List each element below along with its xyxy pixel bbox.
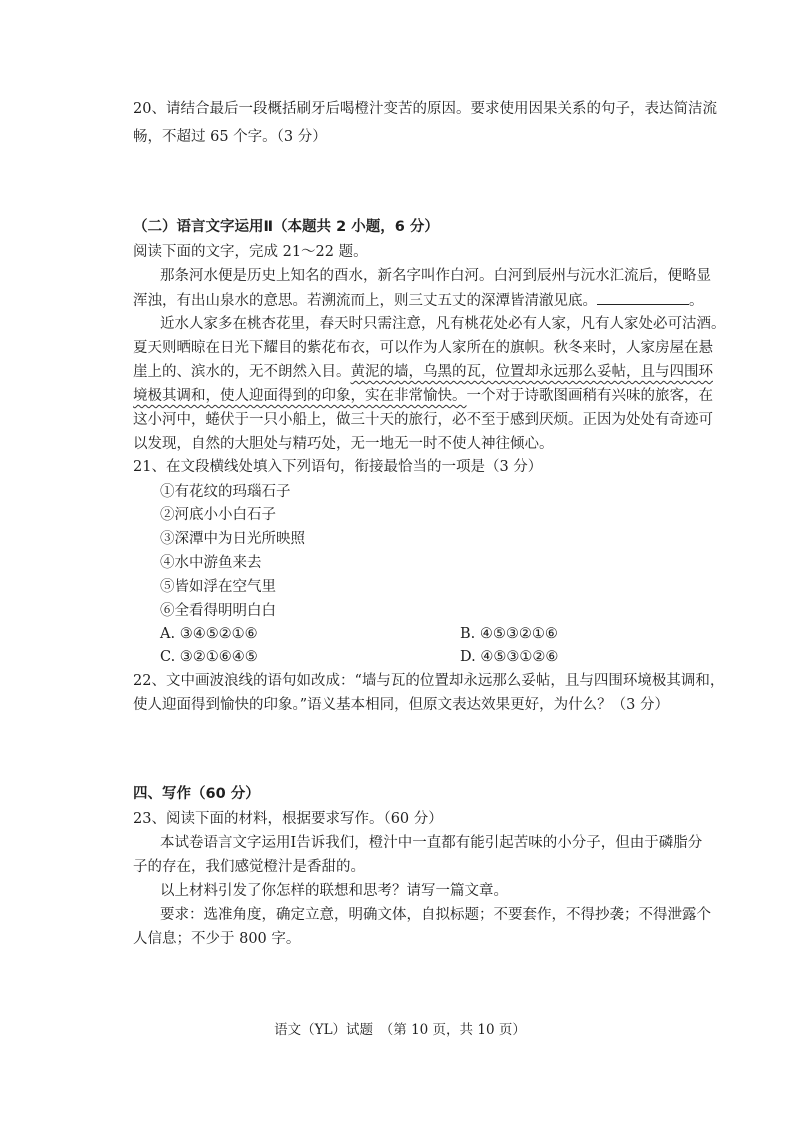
requirements-line-1: 要求：选准角度，确定立意，明确文体，自拟标题；不要套作，不得抄袭；不得泄露个 <box>160 907 711 923</box>
section-4-heading: 四、写作（60 分） <box>133 786 260 802</box>
material-line-1: 本试卷语言文字运用Ⅰ告诉我们，橙汁中一直都有能引起苦味的小分子，但由于磷脂分 <box>160 835 703 851</box>
q22-line-1: 22、文中画波浪线的语句如改成：“墙与瓦的位置却永远那么妥帖，且与四围环境极其调和， <box>133 673 725 689</box>
passage-p2-line-5: 这小河中，蜷伏于一只小船上，做三十天的旅行，必不至于感到厌烦。正因为处处有奇迹可 <box>133 412 713 428</box>
passage-p1-line-1: 那条河水便是历史上知名的酉水，新名字叫作白河。白河到辰州与沅水汇流后，便略显 <box>160 268 711 284</box>
material-line-2: 子的存在，我们感觉橙汁是香甜的。 <box>133 859 365 875</box>
passage-p2-line-3-text: 崖上的、滨水的，无不朗然入目。 <box>133 364 351 380</box>
q22-line-2: 使人迎面得到愉快的印象。”语义基本相同，但原文表达效果更好，为什么？（3 分） <box>133 697 669 713</box>
passage-p1-line-2-text: 浑浊，有出山泉水的意思。若溯流而上，则三丈五丈的深潭皆清澈见底。 <box>133 293 597 309</box>
prompt-line: 以上材料引发了你怎样的联想和思考？请写一篇文章。 <box>160 883 508 899</box>
q21-item-3: ③深潭中为日光所映照 <box>160 531 305 547</box>
passage-p1-line-2 <box>133 290 704 311</box>
q21-item-5: ⑤皆如浮在空气里 <box>160 579 276 595</box>
passage-p2-line-2: 夏天则晒晾在日光下耀目的紫花布衣，可以作为人家所在的旗帜。秋冬来时，人家房屋在悬 <box>133 340 713 356</box>
passage-p2-line-6: 以发现，自然的大胆处与精巧处，无一地无一时不使人神往倾心。 <box>133 436 554 452</box>
passage-p2-line-3 <box>133 362 713 382</box>
requirements-line-2: 人信息；不少于 800 字。 <box>133 931 301 947</box>
q21-option-b: B. ④⑤③②①⑥ <box>460 626 558 642</box>
section-2-heading: （二）语言文字运用Ⅱ（本题共 2 小题，6 分） <box>133 219 439 235</box>
q21-option-a: A. ③④⑤②①⑥ <box>160 626 258 642</box>
q21-item-1: ①有花纹的玛瑙石子 <box>160 484 291 500</box>
wavy-underlined-text: 黄泥的墙，乌黑的瓦，位置却永远那么妥帖，且与四围环 <box>350 364 713 380</box>
q20-line-2: 畅，不超过 65 个字。（3 分） <box>133 129 327 145</box>
passage-p2-line-4 <box>133 386 713 406</box>
page-footer: 语文（YL）试题 （第 10 页，共 10 页） <box>274 1022 526 1038</box>
wavy-underlined-text-cont: 境极其调和，使人迎面得到的印象，实在非常愉快。 <box>133 388 467 404</box>
q23-stem: 23、阅读下面的材料，根据要求写作。（60 分） <box>133 811 443 827</box>
q21-item-6: ⑥全看得明明白白 <box>160 603 276 619</box>
q21-option-c: C. ③②①⑥④⑤ <box>160 649 258 665</box>
q21-item-2: ②河底小小白石子 <box>160 507 276 523</box>
passage-p2-line-1: 近水人家多在桃杏花里，春天时只需注意，凡有桃花处必有人家，凡有人家处必可沽酒。 <box>160 316 726 332</box>
passage-p2-line-4-text: 一个对于诗歌图画稍有兴味的旅客，在 <box>466 388 713 404</box>
answer-blank <box>597 290 689 305</box>
q20-line-1: 20、请结合最后一段概括刷牙后喝橙汁变苦的原因。要求使用因果关系的句子，表达简洁流 <box>133 101 717 117</box>
section-2-instruction: 阅读下面的文字，完成 21～22 题。 <box>133 244 368 260</box>
q21-stem: 21、在文段横线处填入下列语句，衔接最恰当的一项是（3 分） <box>133 459 543 475</box>
q21-item-4: ④水中游鱼来去 <box>160 555 262 571</box>
passage-p1-line-2-end: 。 <box>689 293 704 309</box>
q21-option-d: D. ④⑤③①②⑥ <box>460 649 559 665</box>
